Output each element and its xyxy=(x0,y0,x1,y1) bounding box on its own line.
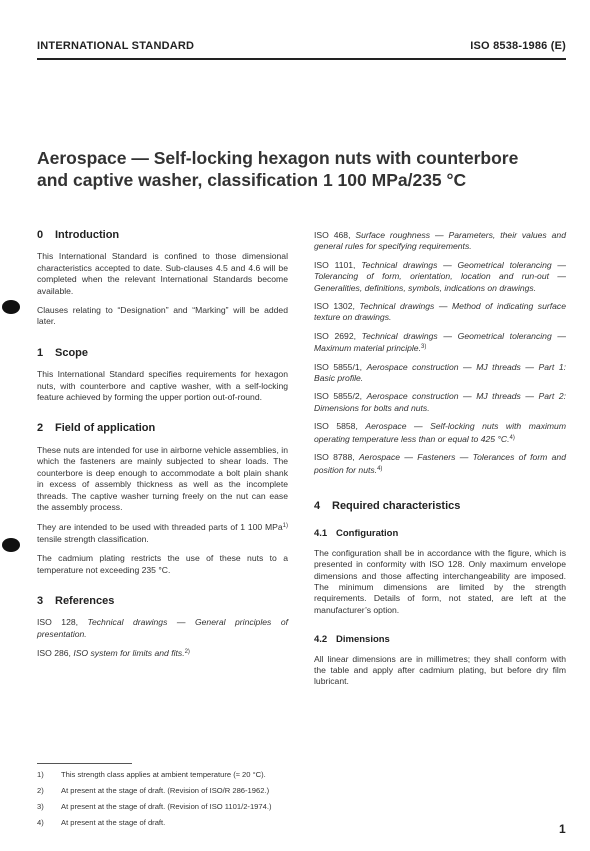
reference-item: ISO 2692, Technical drawings — Geometrical tolerancing — Maximum material principle.$^{3)}$ xyxy=(314,330,566,354)
footnote: 2) At present at the stage of draft. (Revision of ISO/R 286-1962.) xyxy=(37,786,270,795)
reference-item: ISO 1101, Technical drawings — Geometrical tolerancing — Tolerancing of form, orientation, location and run-out — Generalities, definitions, symbols, indications on drawings. xyxy=(314,259,567,293)
reference-item: ISO 128, Technical drawings — General principles of presentation. xyxy=(37,617,288,639)
title-line-2: and captive washer, classification 1 100 MPa/235 °C xyxy=(37,170,467,190)
paragraph: The cadmium plating restricts the use of these nuts to a temperature not exceeding 235 °C. xyxy=(37,553,288,575)
punch-hole-mark xyxy=(2,538,20,552)
section-introduction xyxy=(37,230,288,328)
reference-item: ISO 1302, Technical drawings — Method of indicating surface texture on drawings. xyxy=(314,301,566,323)
paragraph: Clauses relating to “Designation” and “Marking” will be added later. xyxy=(37,305,288,327)
section-field-of-application xyxy=(37,423,288,575)
paragraph: This International Standard specifies requirements for hexagon nuts, with counterbore and captive washer, with a self-locking feature achieved by forming the upper portion out-of-round. xyxy=(37,369,288,403)
header-standard-label: INTERNATIONAL STANDARD xyxy=(37,40,195,52)
header-document-number: ISO 8538-1986 (E) xyxy=(470,40,566,52)
document-title xyxy=(37,147,577,191)
reference-item: ISO 468, Surface roughness — Parameters, their values and general rules for specifying requirements. xyxy=(314,230,566,252)
paragraph: They are intended to be used with threaded parts of 1 100 MPa$^{1)}$ tensile strength classification. xyxy=(37,522,288,544)
reference-item: ISO 8788, Aerospace — Fasteners — Tolerances of form and position for nuts.$^{4)}$ xyxy=(314,452,566,475)
footnote: 3) At present at the stage of draft. (Revision of ISO 1101/2-1974.) xyxy=(37,802,272,811)
section-heading: 1 Scope xyxy=(37,346,89,359)
footnote-ref[interactable]: 3) xyxy=(420,344,427,351)
footnote-ref[interactable]: 4) xyxy=(377,465,383,472)
footnote-ref[interactable]: 1) xyxy=(282,523,288,530)
footnote: 1) This strength class applies at ambient temperature (≈ 20 °C). xyxy=(37,770,266,779)
section-heading: 4 Required characteristics xyxy=(314,499,461,512)
section-heading: 3 References xyxy=(37,594,115,607)
reference-item: ISO 5855/1, Aerospace construction — MJ threads — Part 1: Basic profile. xyxy=(314,361,566,384)
subsection-heading: 4.1 Configuration xyxy=(314,528,399,540)
footnote-rule xyxy=(37,763,132,764)
paragraph: All linear dimensions are in millimetres; they shall conform with the table and apply after cadmium plating, but before dry film lubricant. xyxy=(314,653,566,687)
reference-item: ISO 286, ISO system for limits and fits.$^{2)}$ xyxy=(37,648,190,659)
footnote-ref[interactable]: 4) xyxy=(509,434,515,441)
section-scope xyxy=(37,348,288,404)
left-column xyxy=(37,230,288,680)
paragraph: These nuts are intended for use in airborne vehicle assemblies, in which the fasteners are mainly subjected to shear loads. The counterbore is deep enough to accommodate a bolt plain shank in excess of assembly thickness as well as the incomplete threads. The captive washer turning freely on the nut can ease the assembly process. xyxy=(37,444,288,512)
right-column xyxy=(314,230,566,696)
section-references xyxy=(37,596,288,660)
subsection-heading: 4.2 Dimensions xyxy=(314,634,390,646)
footnote: 4) At present at the stage of draft. xyxy=(37,818,166,827)
page-number: 1 xyxy=(559,822,566,836)
section-heading: 2 Field of application xyxy=(37,422,156,435)
reference-item: ISO 5858, Aerospace — Self-locking nuts with maximum operating temperature less than or equal to 425 °C.$^{4)}$ xyxy=(314,421,566,444)
title-line-1: Aerospace — Self-locking hexagon nuts with counterbore xyxy=(37,148,519,168)
paragraph: The configuration shall be in accordance with the figure, which is presented in conformity with ISO 128. Only maximum envelope dimensions and those affecting interchangeability are imposed. The minimum dimensions are limited by the strength requirements. Details of form, not stated, are left at the manufacturer’s option. xyxy=(314,547,566,615)
footnote-ref[interactable]: 2) xyxy=(184,649,190,656)
footnotes xyxy=(37,770,272,834)
reference-item: ISO 5855/2, Aerospace construction — MJ threads — Part 2: Dimensions for bolts and nuts. xyxy=(314,391,566,413)
paragraph: This International Standard is confined to those dimensional characteristics accepted to date. Sub-clauses 4.5 and 4.6 will be completed when the relevant International Standards become available. xyxy=(37,251,288,296)
section-heading: 0 Introduction xyxy=(37,229,120,241)
punch-hole-mark xyxy=(2,300,20,314)
header-rule xyxy=(37,58,566,60)
